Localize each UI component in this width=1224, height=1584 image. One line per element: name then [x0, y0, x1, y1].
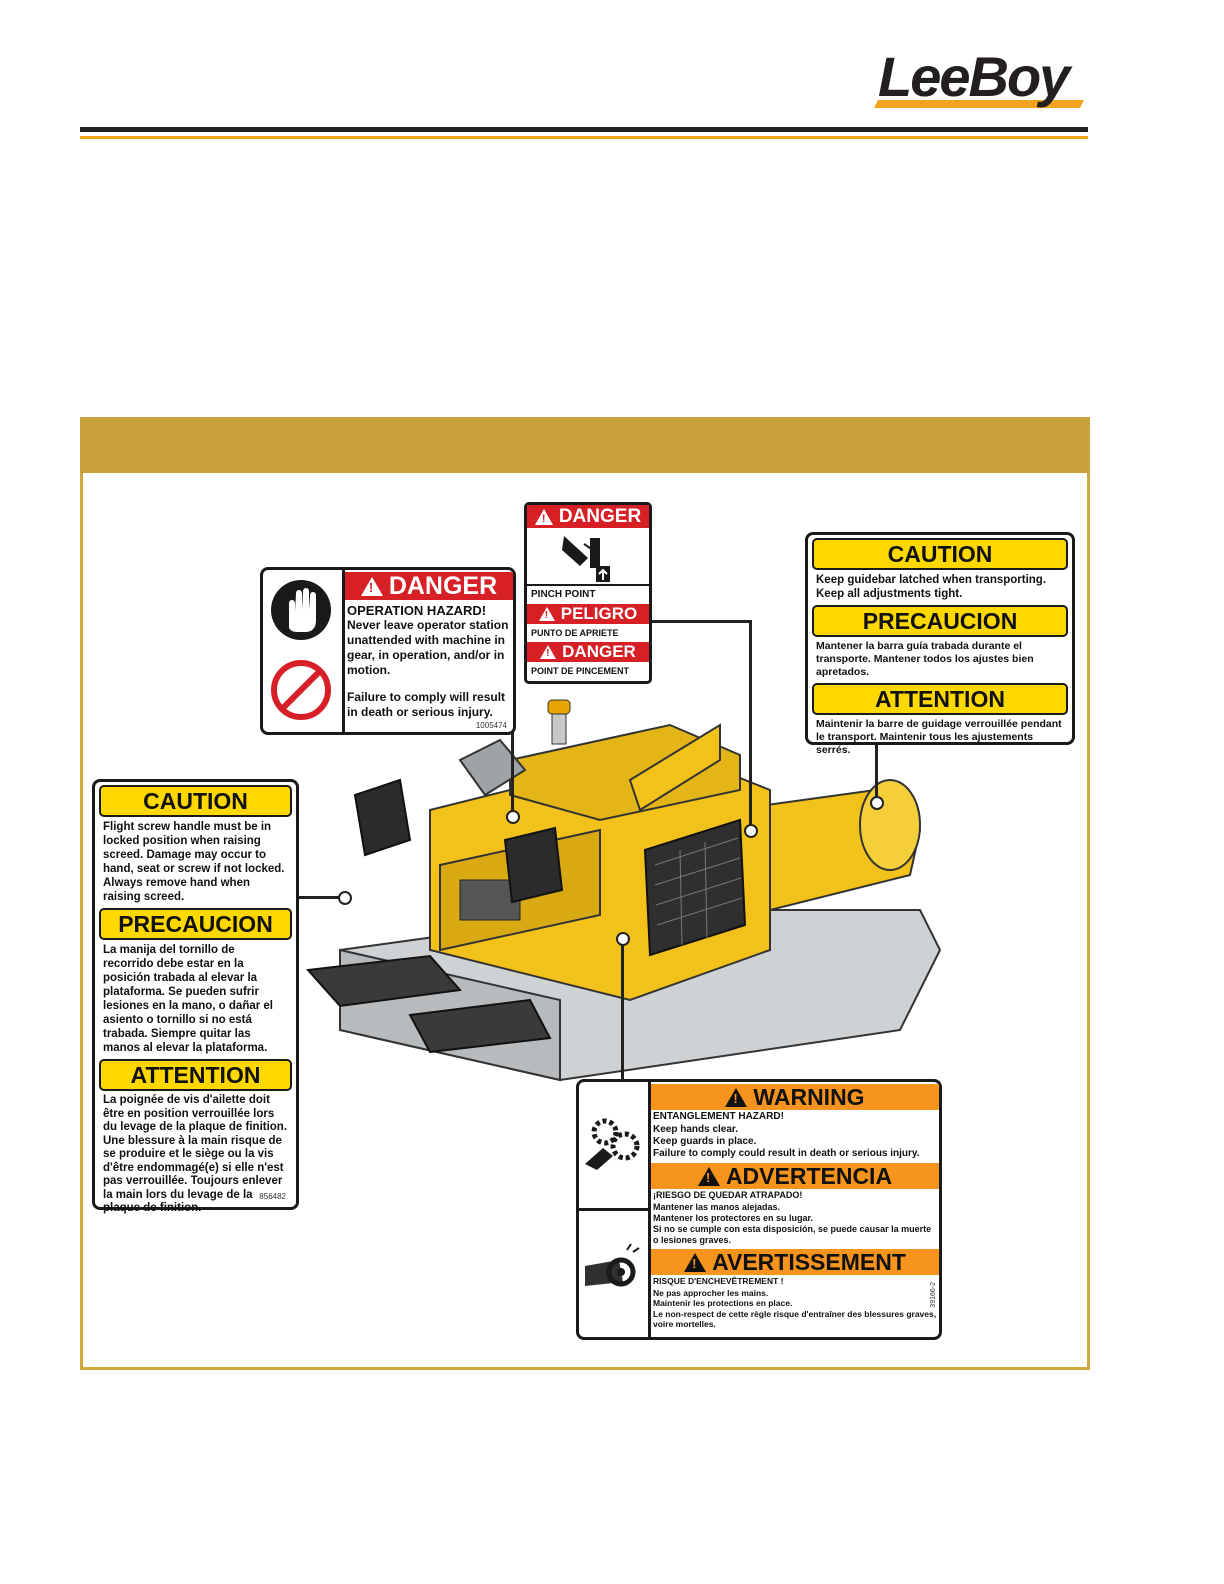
roller-entanglement-icon	[583, 1242, 643, 1302]
callout-dot-flight-screw	[338, 891, 352, 905]
leeboy-logo	[872, 40, 1088, 118]
callout-dot-guidebar	[870, 796, 884, 810]
warning-entanglement-decal: ! WARNING ENTANGLEMENT HAZARD! Keep hands clear. Keep guards in place. Failure to comply could result in death or serious injury. ! ADVERTENCIA ¡RIESGO DE QUEDAR ATRAPADO! Mantener las manos alejadas. Mantener los protectores en su lugar. Si no se cumple con esta disposición, se puede causar la muerte o lesiones graves. ! AVERTISSEMENT RISQUE D'ENCHEVÊTREMENT ! Ne pas approcher les mains. Maintenir les protections en place. Le non-respect de cette règle risque d'entraîner des blessures graves, voire mortelles. 39166-2	[576, 1079, 942, 1340]
pinch-point-label: PINCH POINT	[527, 584, 649, 604]
peligro-header: PELIGRO	[560, 604, 638, 623]
warning-line-2: Keep guards in place.	[653, 1136, 757, 1147]
flight-screw-caution-header: CAUTION	[99, 785, 292, 817]
danger-header: DANGER	[388, 571, 498, 600]
danger-operation-hazard-decal: ! DANGER OPERATION HAZARD! Never leave operator station unattended with machine in gear, in operation, and/or in motion. Failure to comply will result in death or serious injury. 1005474	[260, 567, 516, 735]
warning-line-1: Keep hands clear.	[653, 1124, 739, 1135]
callout-dot-danger-operation	[506, 810, 520, 824]
decal-code: 1005474	[475, 721, 507, 730]
advertencia-header: ADVERTENCIA	[725, 1162, 893, 1189]
avertissement-line-1: Ne pas approcher les mains.	[653, 1287, 769, 1298]
advertencia-title: ¡RIESGO DE QUEDAR ATRAPADO!	[653, 1190, 803, 1200]
figure-title-bar	[80, 417, 1090, 473]
pinch-point-icon	[558, 532, 618, 584]
advertencia-line-1: Mantener las manos alejadas.	[653, 1202, 781, 1212]
operation-hazard-failure: Failure to comply will result in death or serious injury.	[347, 690, 506, 719]
pinch-point-decal: ! DANGER PINCH POINT ! PELIGRO PUNTO DE APRIETE ! DANGER POINT DE PINCEMENT	[524, 502, 652, 684]
flight-screw-caution-text: Flight screw handle must be in locked position when raising screed. Damage may occur to hand, seat or screw if not locked. Always remove hand when raising screed.	[103, 821, 285, 903]
decal-code: 856482	[259, 1192, 286, 1201]
leader-line-pinch-h	[651, 620, 751, 623]
decal-code: 39166-2	[930, 1282, 937, 1308]
svg-text:LeeBoy: LeeBoy	[878, 45, 1069, 108]
warning-line-3: Failure to comply could result in death or serious injury.	[653, 1148, 920, 1159]
advertencia-line-3: Si no se cumple con esta disposición, se puede causar la muerte o lesiones graves.	[653, 1224, 932, 1245]
guidebar-caution-text: Keep guidebar latched when transporting. Keep all adjustments tight.	[816, 574, 1047, 600]
flight-screw-attention-text: La poignée de vis d'ailette doit être en position verrouillée lors du levage de la plaque de finition. Une blessure à la main risque de se produire et le siège ou la vis d'être endommagé(e) si elle n'est pas verrouillée. Toujours enlever la main lors du levage de la plaque de finition.	[103, 1094, 288, 1214]
point-de-pincement-label: POINT DE PINCEMENT	[531, 666, 630, 676]
stop-hand-icon	[269, 578, 333, 642]
avertissement-line-2: Maintenir les protections en place.	[653, 1298, 793, 1308]
caution-flight-screw-decal	[92, 779, 299, 1214]
caution-guidebar-decal	[805, 532, 1075, 756]
prohibition-icon	[269, 658, 333, 722]
pinch-danger-header: DANGER	[558, 505, 642, 527]
gear-entanglement-icon	[583, 1112, 643, 1172]
guidebar-precaucion-header: PRECAUCION	[812, 605, 1068, 637]
operation-hazard-body: Never leave operator station unattended with machine in gear, in operation, and/or in motion.	[347, 618, 509, 677]
advertencia-line-2: Mantener los protectores en su lugar.	[653, 1213, 814, 1223]
flight-screw-precaucion-header: PRECAUCION	[99, 908, 292, 940]
avertissement-header: AVERTISSEMENT	[712, 1248, 906, 1275]
flight-screw-precaucion-text: La manija del tornillo de recorrido debe estar en la posición trabada al elevar la plataforma. Se pueden sufrir lesiones en la mano, o dañar el asiento o tornillo si no está trabada. Siempre quitar las manos al elevar la plataforma.	[103, 944, 274, 1054]
callout-dot-entanglement	[616, 932, 630, 946]
entanglement-title: ENTANGLEMENT HAZARD!	[653, 1111, 784, 1122]
header-rule-gold	[80, 136, 1088, 139]
leader-line-flight-screw	[297, 896, 342, 899]
avertissement-title: RISQUE D'ENCHEVÊTREMENT !	[653, 1276, 784, 1286]
operation-hazard-title: OPERATION HAZARD!	[347, 603, 487, 618]
guidebar-attention-header: ATTENTION	[812, 683, 1068, 715]
leader-line-entanglement	[621, 938, 624, 1080]
flight-screw-attention-header: ATTENTION	[99, 1059, 292, 1091]
leader-line-pinch-v	[749, 620, 752, 830]
guidebar-precaucion-text: Mantener la barra guía trabada durante el transporte. Mantener todos los ajustes bien apretados.	[816, 640, 1034, 678]
avertissement-line-3: Le non-respect de cette règle risque d'entraîner des blessures graves, voire mortelles.	[653, 1308, 937, 1329]
callout-dot-pinch	[744, 824, 758, 838]
guidebar-caution-header: CAUTION	[812, 538, 1068, 570]
leader-line-danger-operation	[511, 732, 514, 817]
header-rule-dark	[80, 127, 1088, 132]
warning-header: WARNING	[753, 1083, 865, 1110]
punto-de-apriete-label: PUNTO DE APRIETE	[531, 628, 619, 638]
guidebar-attention-text: Maintenir la barre de guidage verrouillée pendant le transport. Maintenir tous les ajustements serrés.	[816, 718, 1062, 756]
danger-fr-header: DANGER	[562, 642, 636, 661]
